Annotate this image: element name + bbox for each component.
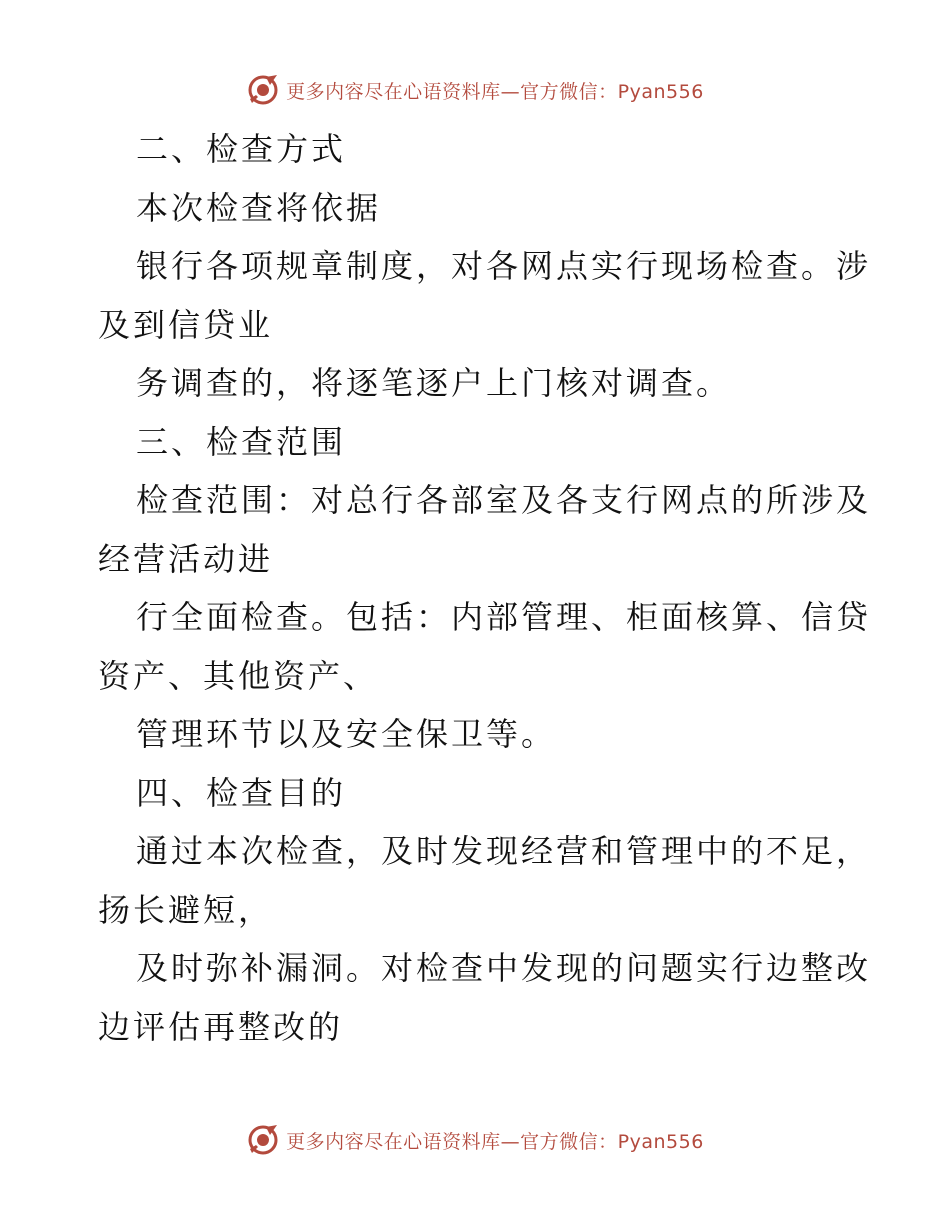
paragraph-line: 及到信贷业 — [98, 305, 274, 344]
paragraph-line: 管理环节以及安全保卫等。 — [136, 715, 557, 753]
paragraph-line: 及时弥补漏洞。对检查中发现的问题实行边整改 — [136, 949, 872, 987]
section-heading: 四、检查目的 — [136, 773, 347, 812]
pen-circle-logo-icon — [246, 73, 280, 107]
paragraph-line: 经营活动进 — [98, 539, 274, 578]
header-watermark — [0, 72, 950, 108]
paragraph-line: 行全面检查。包括：内部管理、柜面核算、信贷 — [136, 598, 872, 636]
section-heading: 三、检查范围 — [136, 422, 347, 461]
paragraph-line: 边评估再整改的 — [98, 1007, 344, 1046]
paragraph-line: 资产、其他资产、 — [98, 656, 379, 695]
paragraph-line: 检查范围：对总行各部室及各支行网点的所涉及 — [136, 481, 872, 519]
watermark-text: 更多内容尽在心语资料库—官方微信：Pyan556 — [286, 80, 704, 103]
pen-circle-logo-icon — [246, 1123, 280, 1157]
paragraph-line: 本次检查将依据 — [136, 188, 382, 227]
footer-watermark — [0, 1122, 950, 1158]
paragraph-line: 扬长避短， — [98, 890, 274, 929]
watermark-text: 更多内容尽在心语资料库—官方微信：Pyan556 — [286, 1130, 704, 1153]
paragraph-line: 务调查的，将逐笔逐户上门核对调查。 — [136, 364, 732, 402]
paragraph-line: 银行各项规章制度，对各网点实行现场检查。涉 — [136, 247, 872, 285]
section-heading: 二、检查方式 — [136, 130, 347, 168]
paragraph-line: 通过本次检查，及时发现经营和管理中的不足， — [136, 832, 872, 870]
document-body — [98, 120, 872, 1056]
